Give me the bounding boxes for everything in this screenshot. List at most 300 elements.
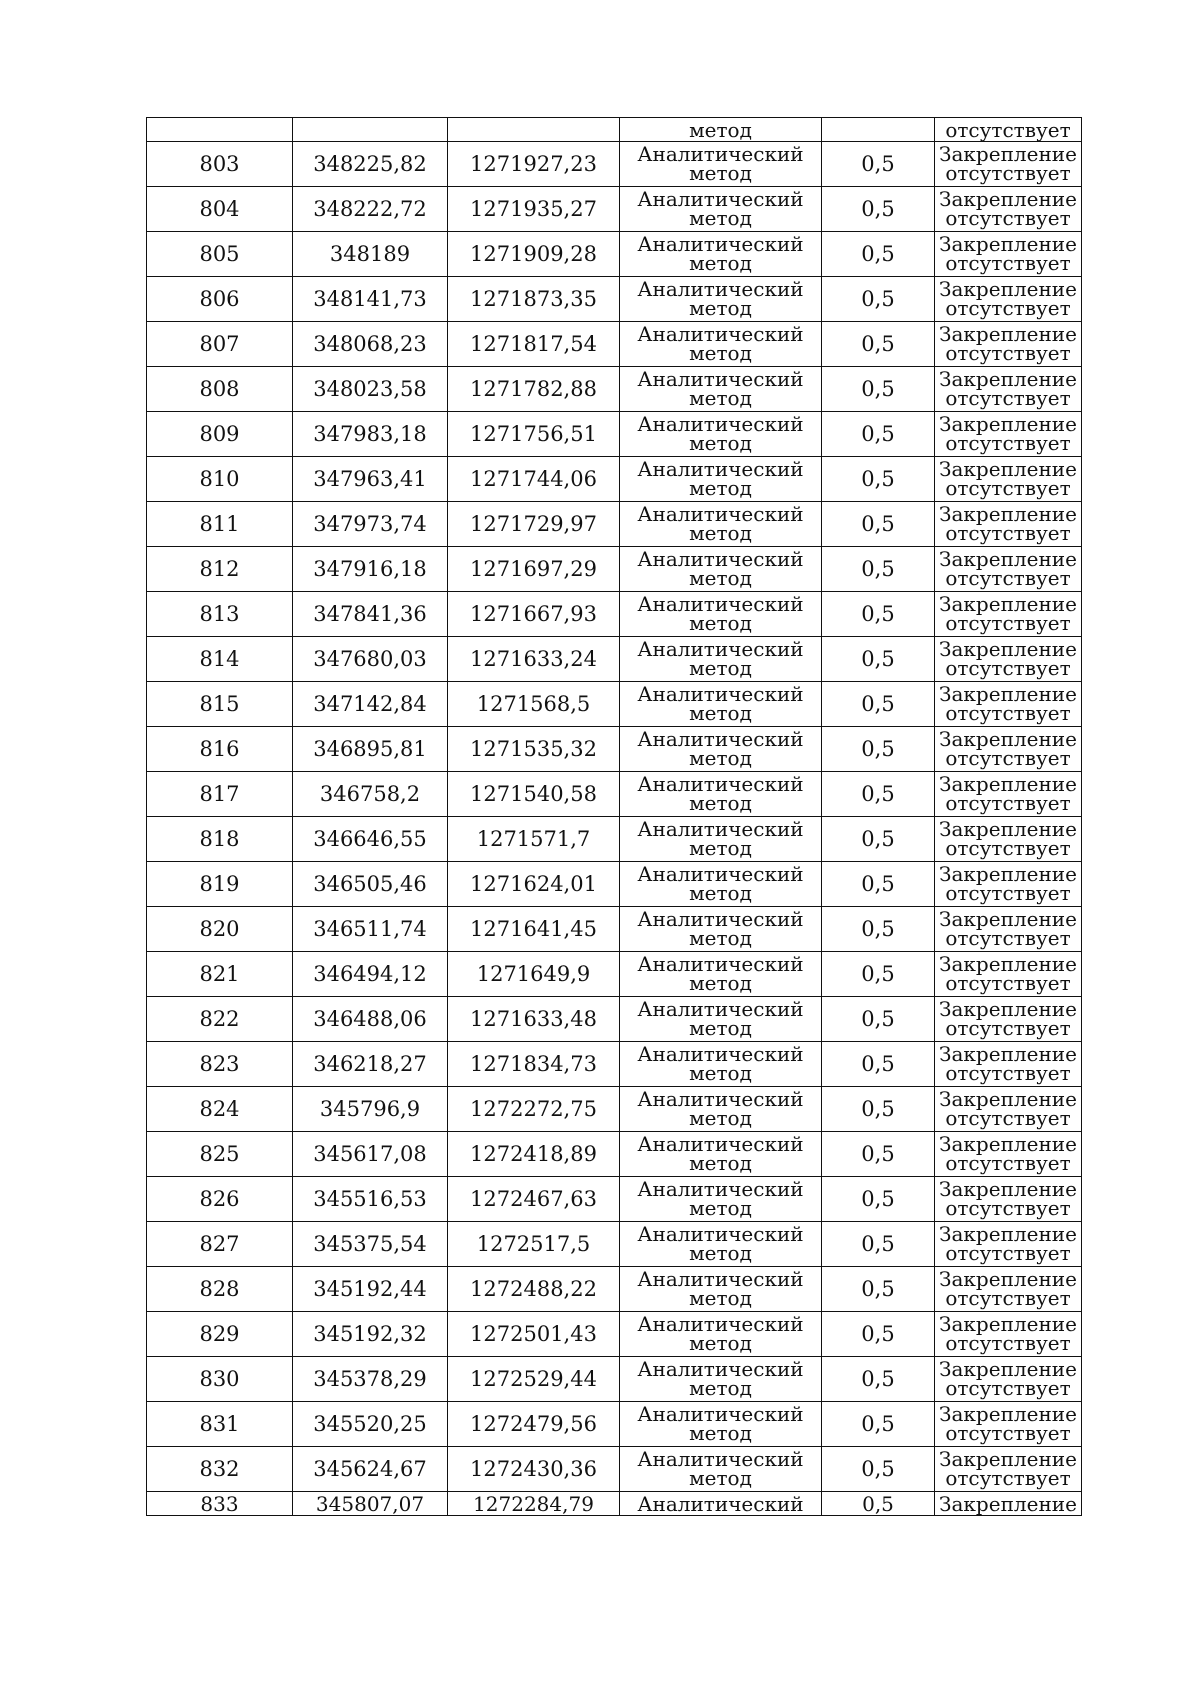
cell-y: 1271697,29 xyxy=(448,547,620,592)
cell-point-number: 809 xyxy=(147,412,293,457)
cell-method-line2: метод xyxy=(689,296,752,320)
cell-method-line1: Аналитический xyxy=(637,1447,804,1471)
cell-method xyxy=(620,142,822,187)
cell-method-line1: Аналитический xyxy=(637,637,804,661)
cell-method-line1: Аналитический xyxy=(637,862,804,886)
cell-point-number: 831 xyxy=(147,1402,293,1447)
cell-y: 1271641,45 xyxy=(448,907,620,952)
table-row xyxy=(147,1402,1082,1447)
cell-fixing xyxy=(935,952,1082,997)
cell-point-number: 803 xyxy=(147,142,293,187)
cell-point-number: 816 xyxy=(147,727,293,772)
table-row xyxy=(147,277,1082,322)
cell-fixing-line2: отсутствует xyxy=(945,206,1071,230)
cell-point-number xyxy=(147,118,293,142)
cell-point-number: 805 xyxy=(147,232,293,277)
cell-y: 1272479,56 xyxy=(448,1402,620,1447)
cell-method xyxy=(620,1357,822,1402)
cell-point-number: 804 xyxy=(147,187,293,232)
cell-fixing-line2: отсутствует xyxy=(945,1016,1071,1040)
cell-fixing-line1: Закрепление xyxy=(939,547,1077,571)
cell-fixing xyxy=(935,187,1082,232)
cell-method-line1: Аналитический xyxy=(637,322,804,346)
cell-point-number: 822 xyxy=(147,997,293,1042)
cell-fixing xyxy=(935,142,1082,187)
cell-method-line2: метод xyxy=(689,1466,752,1490)
cell-fixing-line2: отсутствует xyxy=(945,1241,1071,1265)
cell-accuracy: 0,5 xyxy=(822,1222,935,1267)
table-body xyxy=(147,118,1082,1516)
cell-point-number: 818 xyxy=(147,817,293,862)
cell-fixing-line2: отсутствует xyxy=(945,161,1071,185)
cell-fixing-line2: отсутствует xyxy=(945,926,1071,950)
cell-fixing xyxy=(935,1087,1082,1132)
cell-method-line2: метод xyxy=(689,386,752,410)
cell-fixing-line2: отсутствует xyxy=(945,521,1071,545)
cell-method-line2: метод xyxy=(689,1331,752,1355)
table-row xyxy=(147,1312,1082,1357)
cell-fixing-line2: отсутствует xyxy=(945,836,1071,860)
cell-method-line2: метод xyxy=(689,926,752,950)
cell-fixing-line1: Закрепление xyxy=(939,862,1077,886)
cell-x: 347841,36 xyxy=(293,592,448,637)
table-row xyxy=(147,1222,1082,1267)
cell-point-number: 821 xyxy=(147,952,293,997)
cell-point-number: 814 xyxy=(147,637,293,682)
cell-method xyxy=(620,817,822,862)
cell-accuracy: 0,5 xyxy=(822,457,935,502)
cell-fixing-line2: отсутствует xyxy=(945,1331,1071,1355)
cell-x: 346758,2 xyxy=(293,772,448,817)
cell-method-line1: Аналитический xyxy=(637,727,804,751)
cell-x: 345192,44 xyxy=(293,1267,448,1312)
cell-x: 345624,67 xyxy=(293,1447,448,1492)
cell-y: 1272418,89 xyxy=(448,1132,620,1177)
cell-point-number: 827 xyxy=(147,1222,293,1267)
cell-y: 1271756,51 xyxy=(448,412,620,457)
cell-accuracy: 0,5 xyxy=(822,322,935,367)
cell-method-line1: Аналитический xyxy=(637,1042,804,1066)
cell-x: 346488,06 xyxy=(293,997,448,1042)
cell-fixing-line2: отсутствует xyxy=(945,611,1071,635)
cell-fixing-line2: отсутствует xyxy=(945,251,1071,275)
cell-fixing-line1: Закрепление xyxy=(939,907,1077,931)
cell-fixing-line1: Закрепление xyxy=(939,952,1077,976)
cell-y: 1271568,5 xyxy=(448,682,620,727)
cell-y: 1272284,79 xyxy=(448,1492,620,1516)
cell-method-line1: Аналитический xyxy=(637,1402,804,1426)
cell-method-line2: метод xyxy=(689,566,752,590)
cell-accuracy: 0,5 xyxy=(822,187,935,232)
cell-accuracy: 0,5 xyxy=(822,1132,935,1177)
cell-x: 345378,29 xyxy=(293,1357,448,1402)
cell-fixing xyxy=(935,412,1082,457)
cell-fixing xyxy=(935,1357,1082,1402)
coordinates-table xyxy=(146,117,1082,1516)
cell-method-line2: метод xyxy=(689,1106,752,1130)
table-row xyxy=(147,547,1082,592)
cell-y: 1272529,44 xyxy=(448,1357,620,1402)
cell-fixing xyxy=(935,502,1082,547)
cell-accuracy: 0,5 xyxy=(822,637,935,682)
cell-method-line2: метод xyxy=(689,1376,752,1400)
cell-fixing-line1: Закрепление xyxy=(939,727,1077,751)
cell-y: 1271873,35 xyxy=(448,277,620,322)
cell-fixing xyxy=(935,592,1082,637)
cell-method-line1: Аналитический xyxy=(637,1357,804,1381)
cell-point-number: 819 xyxy=(147,862,293,907)
cell-fixing xyxy=(935,1177,1082,1222)
cell-y: 1271909,28 xyxy=(448,232,620,277)
cell-fixing-line2: отсутствует xyxy=(945,386,1071,410)
table-row-cut-off xyxy=(147,1492,1082,1516)
cell-y: 1271649,9 xyxy=(448,952,620,997)
cell-method-line1: Аналитический xyxy=(637,1087,804,1111)
cell-fixing xyxy=(935,1222,1082,1267)
cell-method-line2: метод xyxy=(689,521,752,545)
cell-accuracy: 0,5 xyxy=(822,1357,935,1402)
cell-fixing-line1: Закрепление xyxy=(939,232,1077,256)
cell-x: 346511,74 xyxy=(293,907,448,952)
cell-x: 348023,58 xyxy=(293,367,448,412)
cell-method xyxy=(620,772,822,817)
table-row xyxy=(147,412,1082,457)
cell-fixing xyxy=(935,1402,1082,1447)
cell-fixing xyxy=(935,1132,1082,1177)
cell-fixing-line1: Закрепление xyxy=(939,1267,1077,1291)
cell-point-number: 833 xyxy=(147,1492,293,1516)
cell-fixing-line1: Закрепление xyxy=(939,1402,1077,1426)
cell-fixing-line1: Закрепление xyxy=(939,772,1077,796)
cell-method-line1: Аналитический xyxy=(637,1132,804,1156)
cell-point-number: 829 xyxy=(147,1312,293,1357)
cell-fixing-line1: Закрепление xyxy=(939,997,1077,1021)
cell-y: 1272488,22 xyxy=(448,1267,620,1312)
cell-y: 1272467,63 xyxy=(448,1177,620,1222)
cell-fixing xyxy=(935,907,1082,952)
cell-method-line2: метод xyxy=(689,656,752,680)
table-row xyxy=(147,142,1082,187)
table-row xyxy=(147,457,1082,502)
cell-method-line2: метод xyxy=(689,431,752,455)
cell-accuracy: 0,5 xyxy=(822,1447,935,1492)
cell-method xyxy=(620,1312,822,1357)
cell-method-line1: Аналитический xyxy=(637,187,804,211)
cell-fixing-line2: отсутствует xyxy=(945,341,1071,365)
cell-fixing xyxy=(935,1312,1082,1357)
cell-point-number: 830 xyxy=(147,1357,293,1402)
cell-method-line1: Аналитический xyxy=(637,682,804,706)
cell-accuracy: 0,5 xyxy=(822,997,935,1042)
cell-fixing-line1: Закрепление xyxy=(939,1312,1077,1336)
cell-point-number: 817 xyxy=(147,772,293,817)
cell-method xyxy=(620,1402,822,1447)
cell-x: 347680,03 xyxy=(293,637,448,682)
cell-x: 347142,84 xyxy=(293,682,448,727)
cell-method xyxy=(620,1447,822,1492)
cell-x: 346494,12 xyxy=(293,952,448,997)
table-row xyxy=(147,592,1082,637)
cell-fixing xyxy=(935,772,1082,817)
cell-fixing xyxy=(935,997,1082,1042)
cell-fixing-line2: отсутствует xyxy=(945,746,1071,770)
cell-method xyxy=(620,727,822,772)
cell-fixing-line1: Закрепление xyxy=(939,1222,1077,1246)
table-row xyxy=(147,862,1082,907)
cell-fixing-line2: отсутствует xyxy=(945,1061,1071,1085)
cell-y: 1271667,93 xyxy=(448,592,620,637)
cell-method xyxy=(620,862,822,907)
cell-fixing-line2: отсутствует xyxy=(945,881,1071,905)
cell-y: 1271927,23 xyxy=(448,142,620,187)
cell-fixing-line1: Закрепление xyxy=(939,412,1077,436)
cell-method-line2: метод xyxy=(689,881,752,905)
cell-method xyxy=(620,277,822,322)
cell-accuracy: 0,5 xyxy=(822,277,935,322)
cell-x: 345807,07 xyxy=(293,1492,448,1516)
cell-fixing xyxy=(935,1447,1082,1492)
cell-y: 1272517,5 xyxy=(448,1222,620,1267)
cell-accuracy: 0,5 xyxy=(822,1312,935,1357)
cell-fixing-line1: Закрепление xyxy=(939,1042,1077,1066)
cell-method xyxy=(620,502,822,547)
cell-method xyxy=(620,412,822,457)
cell-point-number: 824 xyxy=(147,1087,293,1132)
table-row xyxy=(147,682,1082,727)
cell-fixing xyxy=(935,1267,1082,1312)
table-row xyxy=(147,502,1082,547)
cell-method xyxy=(620,1222,822,1267)
cell-y: 1272430,36 xyxy=(448,1447,620,1492)
cell-method xyxy=(620,592,822,637)
cell-y: 1272272,75 xyxy=(448,1087,620,1132)
cell-fixing xyxy=(935,1042,1082,1087)
cell-method-line2: метод xyxy=(689,476,752,500)
cell-method-line1: Аналитический xyxy=(637,907,804,931)
cell-accuracy: 0,5 xyxy=(822,1402,935,1447)
cell-method-line2: метод xyxy=(689,251,752,275)
cell-method-line2: метод xyxy=(689,1196,752,1220)
cell-method-line1: Аналитический xyxy=(637,232,804,256)
cell-accuracy: 0,5 xyxy=(822,952,935,997)
cell-fixing-line1: Закрепление xyxy=(939,1087,1077,1111)
cell-method-line1: Аналитический xyxy=(637,592,804,616)
cell-fixing-line1: Закрепление xyxy=(939,367,1077,391)
cell-fixing xyxy=(935,727,1082,772)
cell-method xyxy=(620,1177,822,1222)
table-row xyxy=(147,1357,1082,1402)
cell-method-line1: Аналитический xyxy=(637,1312,804,1336)
table-row xyxy=(147,1132,1082,1177)
cell-y: 1271782,88 xyxy=(448,367,620,412)
cell-point-number: 808 xyxy=(147,367,293,412)
cell-x xyxy=(293,118,448,142)
table-row xyxy=(147,997,1082,1042)
cell-accuracy: 0,5 xyxy=(822,502,935,547)
cell-fixing-line2: отсутствует xyxy=(945,1466,1071,1490)
cell-fixing-line1: Закрепление xyxy=(939,817,1077,841)
cell-x: 348225,82 xyxy=(293,142,448,187)
table-row xyxy=(147,367,1082,412)
cell-y: 1271624,01 xyxy=(448,862,620,907)
cell-x: 345192,32 xyxy=(293,1312,448,1357)
cell-fixing-line2: отсутствует xyxy=(945,791,1071,815)
cell-method-line2: метод xyxy=(689,341,752,365)
cell-method xyxy=(620,1087,822,1132)
cell-point-number: 825 xyxy=(147,1132,293,1177)
cell-fixing-line1: Закрепление xyxy=(939,277,1077,301)
cell-method xyxy=(620,547,822,592)
cell-point-number: 813 xyxy=(147,592,293,637)
cell-accuracy: 0,5 xyxy=(822,1042,935,1087)
cell-fixing xyxy=(935,277,1082,322)
table-row xyxy=(147,772,1082,817)
cell-accuracy: 0,5 xyxy=(822,862,935,907)
cell-fixing: Закрепление xyxy=(935,1492,1082,1516)
cell-method-line1: Аналитический xyxy=(637,142,804,166)
table-row xyxy=(147,1177,1082,1222)
cell-x: 347973,74 xyxy=(293,502,448,547)
cell-fixing xyxy=(935,367,1082,412)
cell-y: 1271729,97 xyxy=(448,502,620,547)
cell-method-line2: метод xyxy=(689,1421,752,1445)
table-row xyxy=(147,1042,1082,1087)
cell-method-line1: Аналитический xyxy=(637,1222,804,1246)
cell-x: 346505,46 xyxy=(293,862,448,907)
cell-x: 346646,55 xyxy=(293,817,448,862)
cell-fixing-line1: Закрепление xyxy=(939,322,1077,346)
cell-fixing-line1: Закрепление xyxy=(939,1177,1077,1201)
cell-x: 345796,9 xyxy=(293,1087,448,1132)
cell-accuracy: 0,5 xyxy=(822,592,935,637)
cell-fixing xyxy=(935,547,1082,592)
cell-fixing-line2: отсутствует xyxy=(945,701,1071,725)
cell-y xyxy=(448,118,620,142)
cell-fixing-line1: Закрепление xyxy=(939,142,1077,166)
cell-accuracy: 0,5 xyxy=(822,547,935,592)
cell-accuracy: 0,5 xyxy=(822,817,935,862)
cell-x: 345617,08 xyxy=(293,1132,448,1177)
cell-accuracy: 0,5 xyxy=(822,1267,935,1312)
cell-x: 348189 xyxy=(293,232,448,277)
cell-fixing xyxy=(935,682,1082,727)
cell-fixing-line2: отсутствует xyxy=(945,1376,1071,1400)
cell-fixing-line1: Закрепление xyxy=(939,457,1077,481)
cell-method-line2: метод xyxy=(689,611,752,635)
cell-accuracy: 0,5 xyxy=(822,907,935,952)
cell-method xyxy=(620,682,822,727)
cell-y: 1271535,32 xyxy=(448,727,620,772)
cell-method-line1: Аналитический xyxy=(637,367,804,391)
cell-y: 1271633,48 xyxy=(448,997,620,1042)
table-row xyxy=(147,727,1082,772)
cell-fixing-line2: отсутствует xyxy=(945,476,1071,500)
cell-method xyxy=(620,1042,822,1087)
cell-method xyxy=(620,907,822,952)
cell-method-line1: Аналитический xyxy=(637,457,804,481)
cell-fixing xyxy=(935,862,1082,907)
cell-fixing-line1: Закрепление xyxy=(939,592,1077,616)
table-row xyxy=(147,1447,1082,1492)
cell-method xyxy=(620,457,822,502)
cell-fixing: отсутствует xyxy=(935,118,1082,142)
cell-fixing-line2: отсутствует xyxy=(945,1286,1071,1310)
table-row xyxy=(147,322,1082,367)
cell-fixing-line1: Закрепление xyxy=(939,1132,1077,1156)
cell-method xyxy=(620,187,822,232)
cell-y: 1272501,43 xyxy=(448,1312,620,1357)
cell-x: 345375,54 xyxy=(293,1222,448,1267)
cell-point-number: 815 xyxy=(147,682,293,727)
table-row xyxy=(147,1087,1082,1132)
cell-accuracy: 0,5 xyxy=(822,232,935,277)
cell-method-line1: Аналитический xyxy=(637,817,804,841)
cell-method xyxy=(620,367,822,412)
cell-x: 345516,53 xyxy=(293,1177,448,1222)
cell-point-number: 811 xyxy=(147,502,293,547)
cell-point-number: 832 xyxy=(147,1447,293,1492)
cell-fixing-line1: Закрепление xyxy=(939,187,1077,211)
cell-fixing xyxy=(935,457,1082,502)
cell-fixing-line2: отсутствует xyxy=(945,1151,1071,1175)
cell-method xyxy=(620,322,822,367)
cell-accuracy xyxy=(822,118,935,142)
cell-fixing-line1: Закрепление xyxy=(939,637,1077,661)
cell-method-line2: метод xyxy=(689,1241,752,1265)
table-row xyxy=(147,637,1082,682)
cell-method-line2: метод xyxy=(689,1286,752,1310)
cell-fixing xyxy=(935,637,1082,682)
cell-method-line2: метод xyxy=(689,701,752,725)
cell-fixing-line1: Закрепление xyxy=(939,1447,1077,1471)
cell-method-line1: Аналитический xyxy=(637,772,804,796)
cell-fixing-line2: отсутствует xyxy=(945,566,1071,590)
table-row xyxy=(147,817,1082,862)
cell-method-line1: Аналитический xyxy=(637,997,804,1021)
cell-y: 1271633,24 xyxy=(448,637,620,682)
cell-y: 1271935,27 xyxy=(448,187,620,232)
cell-point-number: 826 xyxy=(147,1177,293,1222)
cell-y: 1271744,06 xyxy=(448,457,620,502)
cell-fixing-line2: отсутствует xyxy=(945,656,1071,680)
cell-accuracy: 0,5 xyxy=(822,727,935,772)
cell-method-line1: Аналитический xyxy=(637,502,804,526)
cell-method: Аналитический xyxy=(620,1492,822,1516)
cell-method-line2: метод xyxy=(689,1061,752,1085)
cell-fixing-line2: отсутствует xyxy=(945,296,1071,320)
cell-accuracy: 0,5 xyxy=(822,367,935,412)
cell-method xyxy=(620,997,822,1042)
cell-accuracy: 0,5 xyxy=(822,412,935,457)
cell-accuracy: 0,5 xyxy=(822,1177,935,1222)
table-row xyxy=(147,952,1082,997)
cell-method-line2: метод xyxy=(689,746,752,770)
cell-method-line1: Аналитический xyxy=(637,952,804,976)
table-row-continued xyxy=(147,118,1082,142)
cell-point-number: 806 xyxy=(147,277,293,322)
cell-x: 346218,27 xyxy=(293,1042,448,1087)
cell-accuracy: 0,5 xyxy=(822,682,935,727)
cell-method-line2: метод xyxy=(689,791,752,815)
cell-method xyxy=(620,232,822,277)
cell-y: 1271817,54 xyxy=(448,322,620,367)
cell-accuracy: 0,5 xyxy=(822,1492,935,1516)
cell-x: 347963,41 xyxy=(293,457,448,502)
cell-fixing-line1: Закрепление xyxy=(939,682,1077,706)
cell-x: 346895,81 xyxy=(293,727,448,772)
cell-fixing xyxy=(935,322,1082,367)
cell-method-line2: метод xyxy=(689,836,752,860)
